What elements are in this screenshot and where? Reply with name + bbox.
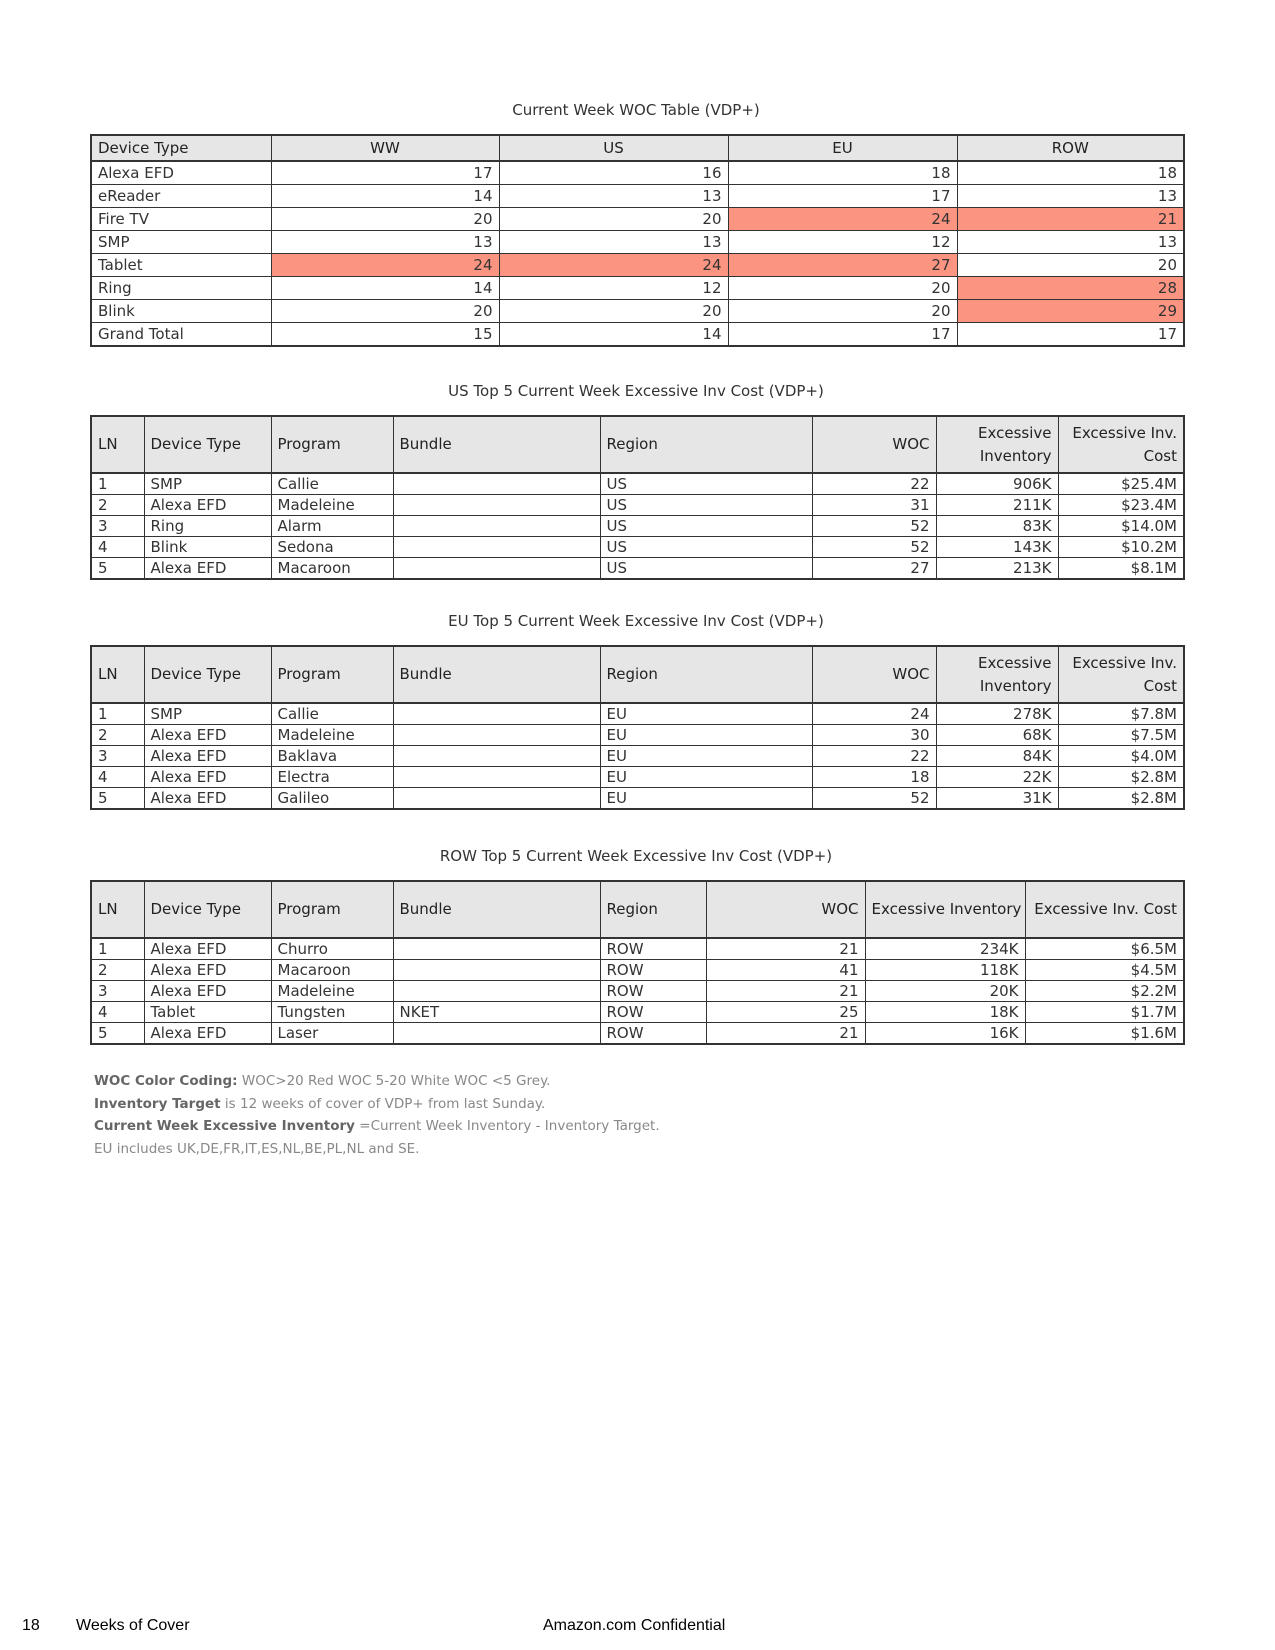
ln-cell: 3: [91, 516, 144, 537]
woc-eu-cell: 20: [728, 277, 957, 300]
header-excessive-inventory: Excessive Inventory: [936, 416, 1058, 473]
woc-cell: 52: [812, 537, 936, 558]
woc-ww-cell: 24: [271, 254, 499, 277]
table-row: [91, 300, 1184, 323]
row-table-header: [91, 881, 1184, 938]
excessive-inv-cost-cell: $7.5M: [1058, 725, 1184, 746]
excessive-inv-cost-cell: $10.2M: [1058, 537, 1184, 558]
woc-cell: 21: [706, 1023, 865, 1045]
excessive-inv-cost-cell: $25.4M: [1058, 473, 1184, 495]
woc-us-cell: 20: [499, 208, 728, 231]
eu-table-title: EU Top 5 Current Week Excessive Inv Cost (VDP+): [448, 612, 824, 630]
header-excessive-inv-cost: Excessive Inv. Cost: [1058, 416, 1184, 473]
program-cell: Madeleine: [271, 495, 393, 516]
table-row: [91, 960, 1184, 981]
device-type-cell: Blink: [144, 537, 271, 558]
ln-cell: 1: [91, 473, 144, 495]
woc-us-cell: 12: [499, 277, 728, 300]
excessive-inventory-cell: 84K: [936, 746, 1058, 767]
note-color-coding: WOC Color Coding: WOC>20 Red WOC 5-20 White WOC <5 Grey.: [94, 1073, 551, 1089]
header-region: Region: [600, 416, 812, 473]
region-cell: ROW: [600, 1023, 706, 1045]
ln-cell: 4: [91, 767, 144, 788]
excessive-inventory-cell: 278K: [936, 703, 1058, 725]
table-row: [91, 323, 1184, 347]
excessive-inventory-cell: 906K: [936, 473, 1058, 495]
table-row: [91, 161, 1184, 185]
excessive-inv-cost-cell: $2.8M: [1058, 767, 1184, 788]
woc-us-cell: 13: [499, 231, 728, 254]
header-row: ROW: [957, 135, 1184, 161]
table-row: [91, 185, 1184, 208]
note-inventory-target: Inventory Target is 12 weeks of cover of VDP+ from last Sunday.: [94, 1095, 546, 1112]
excessive-inventory-cell: 68K: [936, 725, 1058, 746]
woc-us-cell: 13: [499, 185, 728, 208]
ln-cell: 4: [91, 537, 144, 558]
program-cell: Madeleine: [271, 981, 393, 1002]
woc-cell: 27: [812, 558, 936, 580]
header-excessive-inv-cost: Excessive Inv. Cost: [1025, 881, 1184, 938]
table-row: [91, 746, 1184, 767]
eu-top5-table: [90, 645, 1185, 810]
bundle-cell: [393, 516, 600, 537]
woc-row-cell: 29: [957, 300, 1184, 323]
program-cell: Macaroon: [271, 558, 393, 580]
excessive-inventory-cell: 118K: [865, 960, 1025, 981]
bundle-cell: [393, 960, 600, 981]
woc-table-header: [91, 135, 1184, 161]
excessive-inventory-cell: 31K: [936, 788, 1058, 810]
device-type-cell: Fire TV: [91, 208, 271, 231]
woc-cell: 52: [812, 788, 936, 810]
us-table-header: [91, 416, 1184, 473]
woc-row-cell: 20: [957, 254, 1184, 277]
excessive-inv-cost-cell: $2.8M: [1058, 788, 1184, 810]
note-eu-countries: EU includes UK,DE,FR,IT,ES,NL,BE,PL,NL and SE.: [94, 1140, 420, 1157]
excessive-inv-cost-cell: $8.1M: [1058, 558, 1184, 580]
us-table-title: US Top 5 Current Week Excessive Inv Cost (VDP+): [448, 382, 824, 400]
ln-cell: 4: [91, 1002, 144, 1023]
bundle-cell: NKET: [393, 1002, 600, 1023]
table-row: [91, 495, 1184, 516]
header-ln: LN: [91, 416, 144, 473]
page-number: 18: [22, 1617, 40, 1634]
device-type-cell: Alexa EFD: [144, 981, 271, 1002]
excessive-inv-cost-cell: $4.0M: [1058, 746, 1184, 767]
region-cell: EU: [600, 746, 812, 767]
region-cell: EU: [600, 725, 812, 746]
woc-cell: 22: [812, 473, 936, 495]
woc-ww-cell: 20: [271, 208, 499, 231]
table-row: [91, 767, 1184, 788]
device-type-cell: Ring: [91, 277, 271, 300]
bundle-cell: [393, 558, 600, 580]
woc-ww-cell: 14: [271, 185, 499, 208]
program-cell: Baklava: [271, 746, 393, 767]
eu-table-header: [91, 646, 1184, 703]
program-cell: Macaroon: [271, 960, 393, 981]
header-woc: WOC: [812, 646, 936, 703]
region-cell: US: [600, 537, 812, 558]
footer-section: Weeks of Cover: [76, 1617, 190, 1634]
excessive-inventory-cell: 213K: [936, 558, 1058, 580]
header-ln: LN: [91, 646, 144, 703]
woc-row-cell: 17: [957, 323, 1184, 347]
header-device-type: Device Type: [144, 881, 271, 938]
table-row: [91, 277, 1184, 300]
woc-cell: 21: [706, 981, 865, 1002]
region-cell: ROW: [600, 981, 706, 1002]
table-row: [91, 1023, 1184, 1045]
program-cell: Madeleine: [271, 725, 393, 746]
table-row: [91, 981, 1184, 1002]
woc-cell: 22: [812, 746, 936, 767]
woc-eu-cell: 12: [728, 231, 957, 254]
excessive-inv-cost-cell: $14.0M: [1058, 516, 1184, 537]
woc-us-cell: 20: [499, 300, 728, 323]
device-type-cell: eReader: [91, 185, 271, 208]
ln-cell: 5: [91, 1023, 144, 1045]
woc-ww-cell: 13: [271, 231, 499, 254]
header-woc: WOC: [706, 881, 865, 938]
header-device-type: Device Type: [144, 416, 271, 473]
bundle-cell: [393, 725, 600, 746]
woc-us-cell: 24: [499, 254, 728, 277]
device-type-cell: Ring: [144, 516, 271, 537]
woc-ww-cell: 17: [271, 161, 499, 185]
woc-cell: 41: [706, 960, 865, 981]
region-cell: US: [600, 558, 812, 580]
table-row: [91, 537, 1184, 558]
bundle-cell: [393, 495, 600, 516]
program-cell: Callie: [271, 473, 393, 495]
ln-cell: 1: [91, 938, 144, 960]
woc-eu-cell: 27: [728, 254, 957, 277]
woc-cell: 31: [812, 495, 936, 516]
table-row: [91, 473, 1184, 495]
ln-cell: 5: [91, 558, 144, 580]
device-type-cell: Alexa EFD: [144, 767, 271, 788]
woc-eu-cell: 18: [728, 161, 957, 185]
excessive-inv-cost-cell: $7.8M: [1058, 703, 1184, 725]
notes: [94, 1070, 660, 1160]
excessive-inventory-cell: 22K: [936, 767, 1058, 788]
excessive-inv-cost-cell: $6.5M: [1025, 938, 1184, 960]
excessive-inv-cost-cell: $2.2M: [1025, 981, 1184, 1002]
device-type-cell: SMP: [144, 473, 271, 495]
woc-row-cell: 21: [957, 208, 1184, 231]
table-row: [91, 703, 1184, 725]
table-row: [91, 558, 1184, 580]
us-top5-table: [90, 415, 1185, 580]
excessive-inventory-cell: 83K: [936, 516, 1058, 537]
woc-eu-cell: 17: [728, 323, 957, 347]
header-program: Program: [271, 881, 393, 938]
ln-cell: 2: [91, 960, 144, 981]
woc-table-title: Current Week WOC Table (VDP+): [512, 101, 760, 119]
region-cell: EU: [600, 703, 812, 725]
region-cell: ROW: [600, 960, 706, 981]
ln-cell: 1: [91, 703, 144, 725]
woc-row-cell: 13: [957, 185, 1184, 208]
bundle-cell: [393, 938, 600, 960]
device-type-cell: Tablet: [91, 254, 271, 277]
woc-cell: 24: [812, 703, 936, 725]
woc-cell: 21: [706, 938, 865, 960]
excessive-inventory-cell: 234K: [865, 938, 1025, 960]
region-cell: EU: [600, 788, 812, 810]
header-program: Program: [271, 416, 393, 473]
device-type-cell: Blink: [91, 300, 271, 323]
table-row: [91, 938, 1184, 960]
table-row: [91, 254, 1184, 277]
region-cell: EU: [600, 767, 812, 788]
header-bundle: Bundle: [393, 416, 600, 473]
header-excessive-inventory: Excessive Inventory: [865, 881, 1025, 938]
device-type-cell: Alexa EFD: [144, 746, 271, 767]
header-ww: WW: [271, 135, 499, 161]
header-bundle: Bundle: [393, 646, 600, 703]
table-row: [91, 1002, 1184, 1023]
bundle-cell: [393, 788, 600, 810]
header-ln: LN: [91, 881, 144, 938]
ln-cell: 3: [91, 746, 144, 767]
device-type-cell: Alexa EFD: [91, 161, 271, 185]
bundle-cell: [393, 703, 600, 725]
device-type-cell: Alexa EFD: [144, 725, 271, 746]
header-excessive-inv-cost: Excessive Inv. Cost: [1058, 646, 1184, 703]
device-type-cell: SMP: [144, 703, 271, 725]
table-row: [91, 516, 1184, 537]
table-row: [91, 725, 1184, 746]
device-type-cell: Tablet: [144, 1002, 271, 1023]
row-top5-table: [90, 880, 1185, 1045]
woc-cell: 25: [706, 1002, 865, 1023]
excessive-inventory-cell: 20K: [865, 981, 1025, 1002]
region-cell: ROW: [600, 938, 706, 960]
program-cell: Alarm: [271, 516, 393, 537]
header-woc: WOC: [812, 416, 936, 473]
header-device-type: Device Type: [91, 135, 271, 161]
woc-eu-cell: 20: [728, 300, 957, 323]
header-device-type: Device Type: [144, 646, 271, 703]
table-row: [91, 788, 1184, 810]
ln-cell: 2: [91, 725, 144, 746]
bundle-cell: [393, 746, 600, 767]
bundle-cell: [393, 473, 600, 495]
region-cell: US: [600, 495, 812, 516]
program-cell: Galileo: [271, 788, 393, 810]
ln-cell: 5: [91, 788, 144, 810]
note-excessive-inventory: Current Week Excessive Inventory =Current Week Inventory - Inventory Target.: [94, 1118, 660, 1134]
woc-row-cell: 28: [957, 277, 1184, 300]
woc-eu-cell: 17: [728, 185, 957, 208]
excessive-inventory-cell: 211K: [936, 495, 1058, 516]
row-table-title: ROW Top 5 Current Week Excessive Inv Cost (VDP+): [439, 847, 833, 865]
woc-row-cell: 13: [957, 231, 1184, 254]
program-cell: Callie: [271, 703, 393, 725]
excessive-inv-cost-cell: $1.7M: [1025, 1002, 1184, 1023]
region-cell: US: [600, 516, 812, 537]
excessive-inventory-cell: 143K: [936, 537, 1058, 558]
bundle-cell: [393, 981, 600, 1002]
device-type-cell: SMP: [91, 231, 271, 254]
table-row: [91, 208, 1184, 231]
ln-cell: 2: [91, 495, 144, 516]
program-cell: Electra: [271, 767, 393, 788]
woc-ww-cell: 14: [271, 277, 499, 300]
header-bundle: Bundle: [393, 881, 600, 938]
program-cell: Sedona: [271, 537, 393, 558]
device-type-cell: Alexa EFD: [144, 1023, 271, 1045]
region-cell: ROW: [600, 1002, 706, 1023]
device-type-cell: Alexa EFD: [144, 495, 271, 516]
bundle-cell: [393, 767, 600, 788]
woc-ww-cell: 15: [271, 323, 499, 347]
program-cell: Churro: [271, 938, 393, 960]
table-row: [91, 231, 1184, 254]
device-type-cell: Alexa EFD: [144, 558, 271, 580]
excessive-inv-cost-cell: $4.5M: [1025, 960, 1184, 981]
woc-row-cell: 18: [957, 161, 1184, 185]
region-cell: US: [600, 473, 812, 495]
woc-cell: 18: [812, 767, 936, 788]
excessive-inv-cost-cell: $1.6M: [1025, 1023, 1184, 1045]
bundle-cell: [393, 537, 600, 558]
woc-us-cell: 14: [499, 323, 728, 347]
woc-ww-cell: 20: [271, 300, 499, 323]
woc-us-cell: 16: [499, 161, 728, 185]
header-region: Region: [600, 881, 706, 938]
device-type-cell: Grand Total: [91, 323, 271, 347]
woc-table: [90, 134, 1185, 347]
header-region: Region: [600, 646, 812, 703]
device-type-cell: Alexa EFD: [144, 938, 271, 960]
header-program: Program: [271, 646, 393, 703]
woc-eu-cell: 24: [728, 208, 957, 231]
device-type-cell: Alexa EFD: [144, 788, 271, 810]
device-type-cell: Alexa EFD: [144, 960, 271, 981]
program-cell: Tungsten: [271, 1002, 393, 1023]
woc-cell: 30: [812, 725, 936, 746]
woc-cell: 52: [812, 516, 936, 537]
header-excessive-inventory: Excessive Inventory: [936, 646, 1058, 703]
excessive-inventory-cell: 18K: [865, 1002, 1025, 1023]
footer-confidential: Amazon.com Confidential: [543, 1617, 726, 1634]
excessive-inventory-cell: 16K: [865, 1023, 1025, 1045]
program-cell: Laser: [271, 1023, 393, 1045]
excessive-inv-cost-cell: $23.4M: [1058, 495, 1184, 516]
ln-cell: 3: [91, 981, 144, 1002]
header-eu: EU: [728, 135, 957, 161]
header-us: US: [499, 135, 728, 161]
bundle-cell: [393, 1023, 600, 1045]
